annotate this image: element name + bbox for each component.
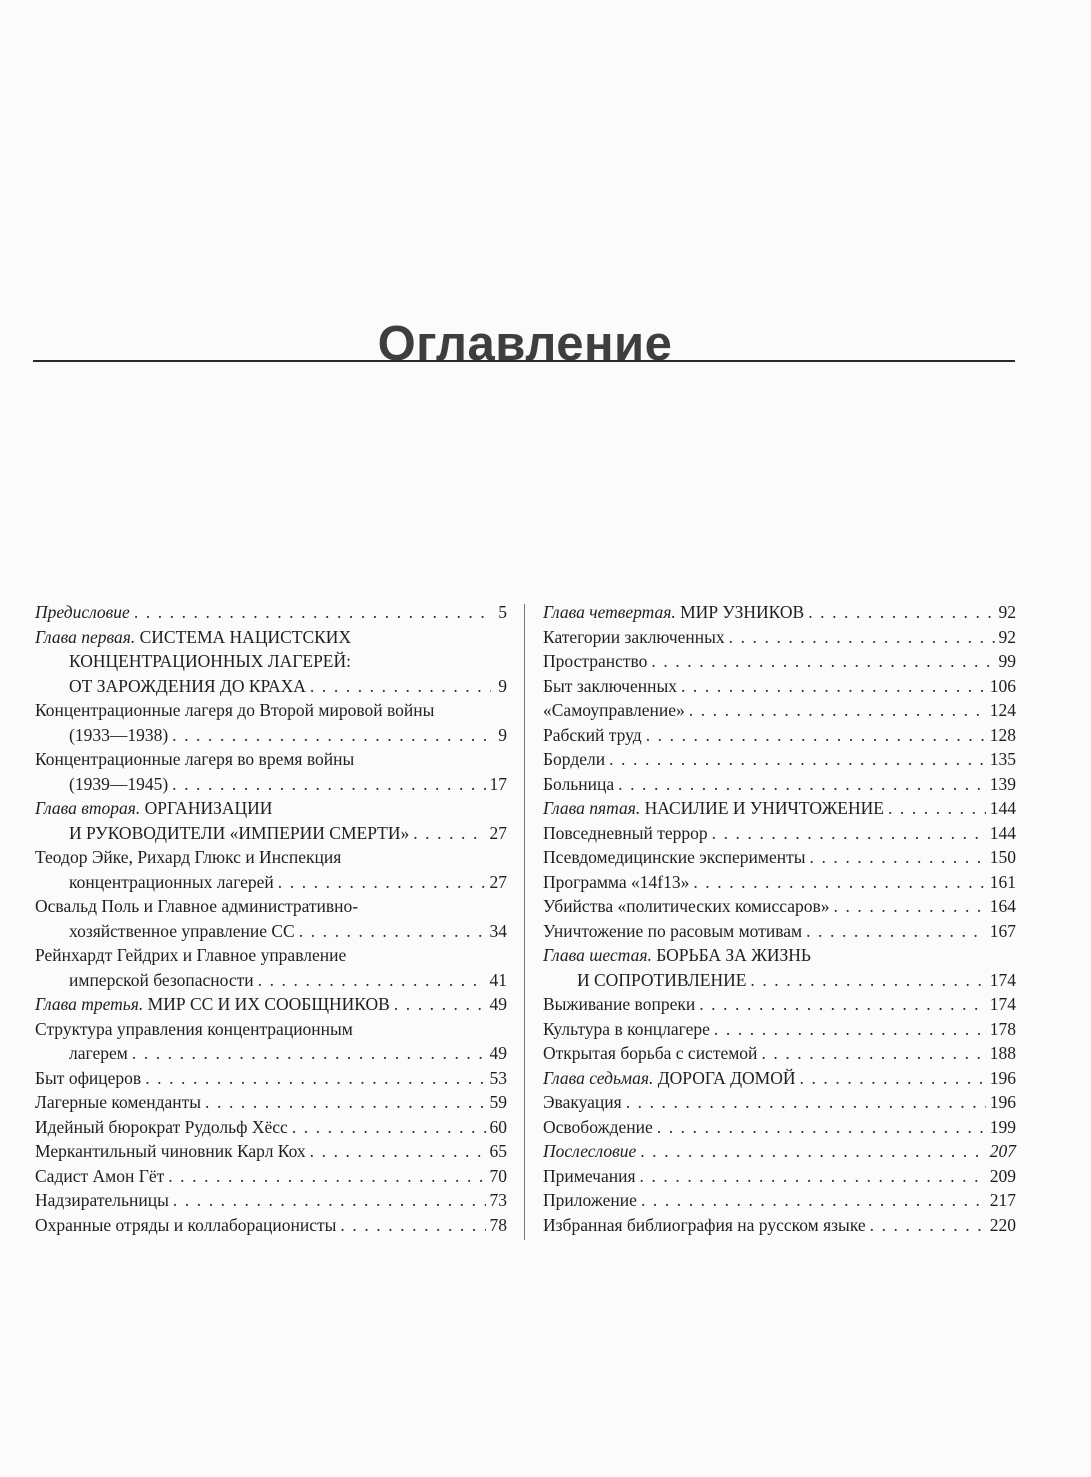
toc-entry-label (543, 1090, 622, 1115)
toc-entry-page-number: 60 (489, 1116, 507, 1137)
toc-entry (543, 600, 1016, 625)
toc-entry-title: Примечания (543, 1165, 636, 1186)
toc-entry-title: Открытая борьба с системой (543, 1043, 758, 1063)
toc-entry-label (543, 698, 685, 723)
dot-leader (299, 919, 486, 944)
toc-entry (35, 894, 507, 919)
toc-entry (543, 1017, 1016, 1042)
toc-entry-page-number: 144 (989, 822, 1016, 843)
dot-leader (689, 698, 986, 723)
toc-entry-page-number: 199 (989, 1116, 1016, 1137)
toc-entry-page-number: 9 (498, 724, 507, 745)
toc-left-column (35, 600, 507, 1237)
toc-entry-title: Рабский труд (543, 724, 642, 745)
toc-entry-page-number: 34 (489, 920, 507, 941)
toc-entry (543, 992, 1016, 1017)
toc-entry-page-number: 5 (498, 602, 507, 622)
toc-entry-chapter-prefix: Глава вторая. (35, 798, 141, 818)
toc-entry-label (35, 919, 295, 944)
toc-entry-title: БОРЬБА ЗА ЖИЗНЬ (651, 945, 811, 965)
dot-leader (394, 992, 486, 1017)
toc-entry-page-number: 49 (489, 1043, 507, 1063)
toc-entry (543, 649, 1016, 674)
toc-entry (35, 1017, 507, 1042)
toc-entry-label (35, 894, 358, 919)
toc-entry-label (543, 674, 677, 699)
toc-entry-page-number: 124 (989, 700, 1016, 720)
toc-entry-label (543, 796, 884, 821)
dot-leader (888, 796, 986, 821)
toc-entry-page-number: 174 (989, 969, 1016, 990)
toc-entry-label (543, 649, 647, 674)
toc-entry-title: И РУКОВОДИТЕЛИ «ИМПЕРИИ СМЕРТИ» (69, 822, 410, 843)
dot-leader (145, 1066, 485, 1091)
dot-leader (640, 1139, 986, 1164)
toc-entry-label (543, 1041, 757, 1066)
toc-entry-page-number: 150 (989, 847, 1016, 867)
toc-entry-title: Уничтожение по расовым мотивам (543, 920, 803, 941)
toc-entry-label (35, 845, 341, 870)
toc-entry-page-number: 92 (998, 602, 1016, 622)
toc-entry-title: Больница (543, 773, 615, 794)
toc-entry (543, 1164, 1016, 1189)
toc-entry-label (543, 870, 689, 895)
toc-entry-title: ОРГАНИЗАЦИИ (140, 798, 273, 818)
toc-entry-label (35, 649, 351, 674)
toc-entry (543, 919, 1016, 944)
toc-entry-title: КОНЦЕНТРАЦИОННЫХ ЛАГЕРЕЙ: (69, 651, 351, 671)
toc-entry-chapter-prefix: Предисловие (35, 602, 130, 622)
toc-entry-title: Садист Амон Гёт (35, 1165, 165, 1186)
toc-entry-title: МИР УЗНИКОВ (675, 602, 805, 622)
toc-entry-label (35, 698, 434, 723)
toc-entry-page-number: 106 (989, 675, 1016, 696)
toc-entry-page-number: 220 (989, 1214, 1016, 1235)
toc-entry-label (35, 1041, 128, 1066)
toc-entry-label (35, 821, 409, 846)
dot-leader (646, 723, 986, 748)
toc-entry-label (35, 1115, 288, 1140)
toc-entry-title: Структура управления концентрационным (35, 1018, 353, 1039)
toc-entry-page-number: 128 (989, 724, 1016, 745)
toc-entry (543, 625, 1016, 650)
dot-leader (693, 870, 985, 895)
page-title: Оглавление (377, 316, 673, 371)
toc-entry-label (35, 1164, 164, 1189)
toc-entry (35, 600, 507, 625)
toc-entry (543, 968, 1016, 993)
toc-entry (543, 1139, 1016, 1164)
toc-entry (35, 723, 507, 748)
toc-entry-label (35, 992, 390, 1017)
toc-entry-page-number: 27 (489, 871, 507, 892)
toc-entry-page-number: 70 (489, 1165, 507, 1186)
toc-entry-page-number: 196 (989, 1092, 1016, 1112)
dot-leader (808, 600, 994, 625)
toc-entry (543, 1041, 1016, 1066)
toc-entry-label (543, 1066, 796, 1091)
toc-entry (543, 1066, 1016, 1091)
toc-entry-label (35, 1213, 336, 1238)
toc-entry (543, 1090, 1016, 1115)
toc-entry-chapter-prefix: Глава шестая. (543, 945, 652, 965)
toc-entry (35, 772, 507, 797)
toc-entry-page-number: 139 (989, 773, 1016, 794)
toc-entry-label (35, 772, 168, 797)
toc-entry-page-number: 99 (998, 651, 1016, 671)
dot-leader (132, 1041, 486, 1066)
toc-entry (35, 698, 507, 723)
toc-entry-label (35, 600, 130, 625)
toc-entry-label (35, 723, 168, 748)
toc-entry-chapter-prefix: Глава четвертая. (543, 602, 676, 622)
toc-entry-title: И СОПРОТИВЛЕНИЕ (577, 969, 747, 990)
toc-entry-page-number: 27 (489, 822, 507, 843)
toc-entry-title: Освобождение (543, 1116, 653, 1137)
dot-leader (640, 1164, 986, 1189)
dot-leader (168, 1164, 485, 1189)
toc-entry (35, 796, 507, 821)
toc-entry-page-number: 174 (989, 994, 1016, 1014)
toc-entry-label (543, 772, 614, 797)
toc-entry-title: Надзирательницы (35, 1190, 169, 1210)
toc-entry-label (543, 747, 605, 772)
toc-entry (543, 698, 1016, 723)
toc-entry (35, 674, 507, 699)
dot-leader (729, 625, 995, 650)
toc-entry (543, 723, 1016, 748)
toc-entry (35, 1139, 507, 1164)
toc-entry (543, 1188, 1016, 1213)
toc-entry-title: лагерем (69, 1043, 128, 1063)
dot-leader (651, 649, 994, 674)
toc-entry-label (543, 600, 804, 625)
toc-entry-title: Охранные отряды и коллаборационисты (35, 1214, 337, 1235)
toc-entry-title: Пространство (543, 651, 648, 671)
toc-entry-label (543, 992, 695, 1017)
toc-entry-label (35, 943, 346, 968)
toc-entry (35, 1041, 507, 1066)
toc-entry-title: Теодор Эйке, Рихард Глюкс и Инспекция (35, 847, 342, 867)
toc-entry-label (543, 1017, 710, 1042)
dot-leader (870, 1213, 986, 1238)
toc-entry-label (543, 894, 830, 919)
dot-leader (712, 821, 986, 846)
toc-entry-title: Категории заключенных (543, 626, 725, 647)
dot-leader (172, 723, 491, 748)
toc-entry-page-number: 188 (989, 1043, 1016, 1063)
toc-entry-title: концентрационных лагерей (69, 871, 274, 892)
toc-entry (543, 894, 1016, 919)
toc-entry-title: имперской безопасности (69, 969, 254, 990)
toc-right-column (543, 600, 1016, 1237)
toc-entry-title: Меркантильный чиновник Карл Кох (35, 1141, 306, 1161)
toc-entry (543, 845, 1016, 870)
toc-entry (35, 919, 507, 944)
toc-entry-title: (1939—1945) (69, 773, 169, 794)
toc-entry-page-number: 178 (989, 1018, 1016, 1039)
toc-entry-title: Псевдомедицинские эксперименты (543, 847, 806, 867)
toc-entry-label (543, 723, 642, 748)
toc-entry (543, 943, 1016, 968)
toc-entry-label (35, 870, 274, 895)
toc-entry-label (35, 1066, 141, 1091)
toc-entry-label (543, 1139, 636, 1164)
toc-entry-label (543, 821, 708, 846)
toc-entry (35, 821, 507, 846)
toc-entry-label (543, 919, 802, 944)
toc-entry (35, 1090, 507, 1115)
toc-entry-label (35, 1188, 169, 1213)
dot-leader (806, 919, 986, 944)
toc-entry-title: (1933—1938) (69, 724, 169, 745)
dot-leader (626, 1090, 986, 1115)
toc-entry-page-number: 73 (489, 1190, 507, 1210)
toc-entry-title: Эвакуация (543, 1092, 622, 1112)
dot-leader (340, 1213, 485, 1238)
dot-leader (834, 894, 986, 919)
toc-entry-chapter-prefix: Глава третья. (35, 994, 144, 1014)
toc-entry (35, 1188, 507, 1213)
toc-entry (543, 674, 1016, 699)
toc-entry (543, 747, 1016, 772)
toc-entry-label (543, 968, 746, 993)
column-divider (524, 604, 525, 1240)
toc-entry (35, 968, 507, 993)
dot-leader (310, 1139, 486, 1164)
dot-leader (609, 747, 986, 772)
toc-entry-title: Идейный бюрократ Рудольф Хёсс (35, 1116, 288, 1137)
toc-entry-chapter-prefix: Глава первая. (35, 626, 136, 647)
dot-leader (810, 845, 986, 870)
toc-entry-chapter-prefix: Глава пятая. (543, 798, 641, 818)
toc-entry-title: Программа «14f13» (543, 871, 690, 892)
dot-leader (172, 772, 485, 797)
toc-entry-page-number: 17 (489, 773, 507, 794)
toc-entry-label (35, 1017, 353, 1042)
dot-leader (618, 772, 986, 797)
toc-entry (35, 943, 507, 968)
toc-entry (543, 870, 1016, 895)
toc-entry-title: Повседневный террор (543, 822, 708, 843)
toc-entry-title: Концентрационные лагеря во время войны (35, 749, 355, 769)
dot-leader (134, 600, 491, 625)
toc-entry (543, 796, 1016, 821)
dot-leader (173, 1188, 486, 1213)
toc-entry-title: НАСИЛИЕ И УНИЧТОЖЕНИЕ (640, 798, 884, 818)
toc-entry-page-number: 65 (489, 1141, 507, 1161)
toc-entry (35, 845, 507, 870)
toc-entry-label (35, 674, 306, 699)
dot-leader (714, 1017, 986, 1042)
toc-entry-title: Убийства «политических комиссаров» (543, 896, 830, 916)
dot-leader (699, 992, 986, 1017)
toc-entry (543, 1115, 1016, 1140)
toc-entry-label (543, 1188, 637, 1213)
toc-entry-page-number: 59 (489, 1092, 507, 1112)
toc-entry-title: СИСТЕМА НАЦИСТСКИХ (135, 626, 352, 647)
toc-entry-label (35, 1090, 201, 1115)
dot-leader (761, 1041, 985, 1066)
toc-entry-label (35, 968, 254, 993)
dot-leader (800, 1066, 986, 1091)
toc-entry-title: Концентрационные лагеря до Второй мировой войны (35, 700, 435, 720)
toc-entry-title: ДОРОГА ДОМОЙ (653, 1067, 796, 1088)
toc-entry-page-number: 53 (489, 1067, 507, 1088)
toc-entry-label (35, 796, 272, 821)
toc-entry-chapter-prefix: Глава седьмая. (543, 1067, 654, 1088)
toc-entry-chapter-prefix: Послесловие (543, 1141, 637, 1161)
toc-entry-title: Культура в концлагере (543, 1018, 710, 1039)
toc-entry (35, 1213, 507, 1238)
toc-entry (543, 821, 1016, 846)
toc-entry-label (543, 1115, 653, 1140)
toc-entry-page-number: 164 (989, 896, 1016, 916)
toc-entry-title: Рейнхардт Гейдрих и Главное управление (35, 945, 347, 965)
toc-entry-label (543, 1164, 636, 1189)
dot-leader (750, 968, 985, 993)
toc-entry-page-number: 92 (998, 626, 1016, 647)
toc-entry-title: Быт офицеров (35, 1067, 142, 1088)
toc-entry-page-number: 49 (489, 994, 507, 1014)
toc-entry-title: Избранная библиография на русском языке (543, 1214, 866, 1235)
toc-entry-label (543, 625, 725, 650)
toc-entry-page-number: 217 (989, 1190, 1016, 1210)
toc-entry-title: хозяйственное управление СС (69, 920, 295, 941)
toc-entry-page-number: 209 (989, 1165, 1016, 1186)
toc-entry (35, 992, 507, 1017)
toc-entry-page-number: 9 (498, 675, 507, 696)
toc-entry-title: «Самоуправление» (543, 700, 685, 720)
toc-entry (35, 1115, 507, 1140)
toc-entry (35, 649, 507, 674)
title-divider (33, 360, 1015, 362)
toc-entry-page-number: 196 (989, 1067, 1016, 1088)
toc-entry (543, 1213, 1016, 1238)
toc-entry-label (543, 943, 811, 968)
dot-leader (205, 1090, 485, 1115)
toc-entry-page-number: 161 (989, 871, 1016, 892)
toc-entry (35, 747, 507, 772)
toc-entry-title: Бордели (543, 749, 606, 769)
toc-entry-title: Быт заключенных (543, 675, 677, 696)
dot-leader (292, 1115, 486, 1140)
toc-entry (35, 1066, 507, 1091)
toc-entry (35, 625, 507, 650)
toc-entry-page-number: 41 (489, 969, 507, 990)
toc-entry-title: Освальд Поль и Главное административно- (35, 896, 359, 916)
toc-entry-label (35, 747, 354, 772)
toc-entry-page-number: 78 (489, 1214, 507, 1235)
dot-leader (657, 1115, 986, 1140)
toc-entry-label (35, 1139, 306, 1164)
toc-entry-label (35, 625, 351, 650)
toc-entry-title: МИР СС И ИХ СООБЩНИКОВ (143, 994, 390, 1014)
toc-entry-page-number: 135 (989, 749, 1016, 769)
toc-entry (35, 870, 507, 895)
toc-entry-title: ОТ ЗАРОЖДЕНИЯ ДО КРАХА (69, 675, 306, 696)
dot-leader (681, 674, 986, 699)
dot-leader (258, 968, 486, 993)
toc-entry-page-number: 144 (989, 798, 1016, 818)
dot-leader (413, 821, 485, 846)
toc-entry-label (543, 845, 806, 870)
toc-entry-title: Выживание вопреки (543, 994, 696, 1014)
toc-entry-title: Приложение (543, 1190, 637, 1210)
dot-leader (278, 870, 486, 895)
toc-entry-page-number: 207 (989, 1141, 1016, 1161)
toc-entry-title: Лагерные коменданты (35, 1092, 202, 1112)
toc-entry-label (543, 1213, 866, 1238)
toc-entry-page-number: 167 (989, 920, 1016, 941)
dot-leader (310, 674, 491, 699)
toc-entry (543, 772, 1016, 797)
toc-entry (35, 1164, 507, 1189)
dot-leader (641, 1188, 986, 1213)
